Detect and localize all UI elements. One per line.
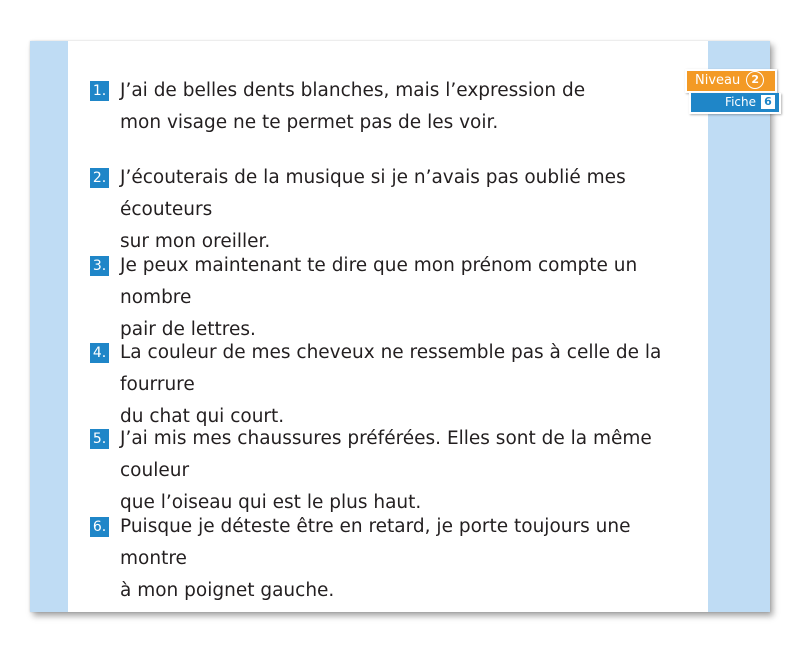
clue-number: 3. — [90, 256, 109, 276]
clue-text — [120, 511, 700, 607]
clue-text — [120, 75, 700, 139]
clue-number: 1. — [90, 81, 109, 101]
sheet-tag — [689, 93, 781, 114]
clue-line: La couleur de mes cheveux ne ressemble pas à celle de la fourrure — [120, 342, 662, 395]
clue-line: pair de lettres. — [120, 319, 256, 340]
level-number: 2 — [746, 71, 764, 89]
sheet-number: 6 — [761, 95, 775, 109]
clue-card — [30, 41, 770, 612]
clue-number: 4. — [90, 343, 109, 363]
clue-line: J’écouterais de la musique si je n’avais pas oublié mes écouteurs — [120, 167, 626, 220]
sheet-label: Fiche — [725, 95, 756, 109]
clue-text — [120, 423, 700, 519]
clue-line: Puisque je déteste être en retard, je porte toujours une montre — [120, 516, 631, 569]
clue-number: 5. — [90, 429, 109, 449]
level-label: Niveau — [695, 73, 741, 88]
clue-line: sur mon oreiller. — [120, 231, 271, 252]
clue-text — [120, 250, 700, 346]
clue-number: 6. — [90, 517, 109, 537]
clue-line: du chat qui court. — [120, 406, 285, 427]
clue-line: mon visage ne te permet pas de les voir. — [120, 112, 499, 133]
clue-line: que l’oiseau qui est le plus haut. — [120, 492, 422, 513]
clue-number: 2. — [90, 168, 109, 188]
clue-line: J’ai mis mes chaussures préférées. Elles sont de la même couleur — [120, 428, 652, 481]
clue-text — [120, 162, 700, 258]
clue-line: à mon poignet gauche. — [120, 580, 335, 601]
card-paper — [68, 41, 772, 612]
clue-text — [120, 337, 700, 433]
clue-line: Je peux maintenant te dire que mon prénom compte un nombre — [120, 255, 638, 308]
clue-line: J’ai de belles dents blanches, mais l’expression de — [120, 80, 586, 101]
